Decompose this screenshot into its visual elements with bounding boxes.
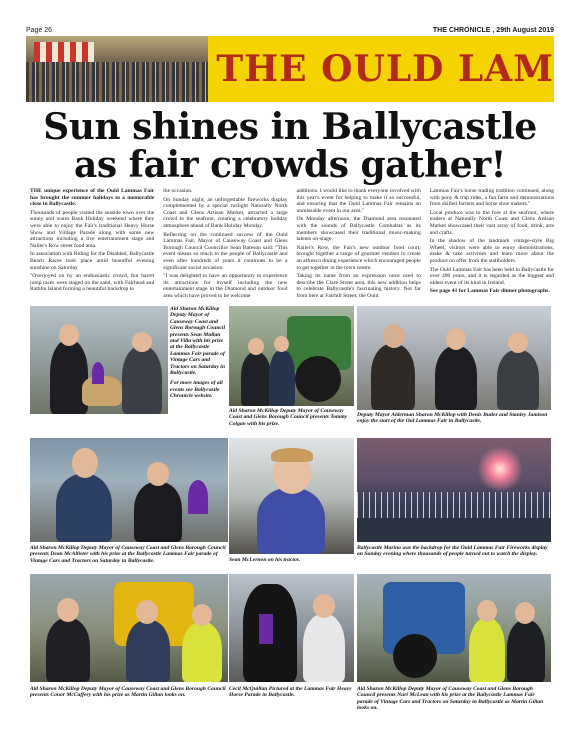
photo-boy-tractor [229,438,354,554]
photo-prize-conor [30,574,228,682]
article-paragraph: See page 41 for Lammas Fair dinner photographs. [429,288,550,295]
caption-2: Ald Sharon McKillop Deputy Mayor of Causeway Coast and Glens Borough Council presents Tommy Colgan with his prize. [229,408,348,427]
banner-crowd-photo [26,36,208,102]
article-lead: THE unique experience of the Ould Lammas Fair has brought the summer holidays to a memorable close in Ballycastle. [30,188,155,208]
article-column-4 [430,188,554,303]
caption-4: Ald Sharon McKillop Deputy Mayor of Causeway Coast and Glens Borough Council presents Dean McAllister with his prize at the Ballycastle Lammas Fair parade of Vintage Cars and Tractors on Saturday in Ballycastle. [30,545,226,564]
banner [26,36,554,102]
article-paragraph: Local produce was to the fore at the seafront, where traders at Naturally North Coast and Glens Artisan Market showcased their vast array of food, drink, arts and crafts. [429,209,554,236]
article-paragraph: "I was delighted to have an opportunity to experience its attractions for myself including the new entertainment stage in the Diamond and outdoor food area which have proved to be welcome [163,273,288,299]
photo-deputy-mayor-group [357,306,551,410]
article-body [30,188,554,303]
banner-crowd [26,62,208,102]
headline [26,108,554,184]
article-paragraph: "Overjoyed on by an enthusiastic crowd, fun barrel jump races were staged on the sand, with Fairhead and Rathlin Island forming a beautiful backdrop to [30,273,155,293]
page-number: Page 26 [26,26,53,34]
photo-prize-dog [30,306,168,414]
headline-line-1: Sun shines in Ballycastle [43,106,537,148]
caption-9: Ald Sharon McKillop Deputy Mayor of Causeway Coast and Glens Borough Council presents Nuri McLean with his prize at the Ballycastle Lammas Fair parade of Vintage Cars and Tractors on Saturday in Ballycastle as Martin Gillan looks on. [357,686,544,712]
article-paragraph: On Sunday night, an unforgettable fireworks display complemented by a special twilight Naturally North Coast and Glens Artisan Market, attracted a large crowd to the seafront, creating a celebratory holiday atmosphere ahead of Bank Holiday Monday. [163,196,288,229]
photo-prize-dean [30,438,228,542]
article-column-2 [163,188,287,303]
caption-1: Ald Sharon McKillop Deputy Mayor of Causeway Coast and Glens Borough Council presents Sean Mullan and Villa with his prize at the Ballycastle Lammas Fair parade of Vintage Cars and Tractors on Saturday in Ballycastle. For more images of all events see Ballycastle Chronicle website. [170,306,226,400]
photo-marina-fireworks [357,438,551,542]
caption-7: Ald Sharon McKillop Deputy Mayor of Causeway Coast and Glens Borough Council presents Conor McCaffery with his prize as Martin Gillan looks on. [30,686,226,699]
article-paragraph: Lammas Fair's horse trading tradition continued, along with pony & trap rides, a fun farm and demonstrations from skilled farriers and horse shoe makers." [429,188,554,208]
article-paragraph: the occasion. [163,188,193,194]
headline-line-2: as fair crowds gather! [74,144,506,186]
article-paragraph: Reflecting on the continued success of the Ould Lammas Fair, Mayor of Causeway Coast and Glens Borough Council Councillor Sean Bateson said: "This event means so much to the people of Ballycastle and even after hundreds of years it continues to be a significant social occasion. [163,231,288,271]
banner-title: THE OULD LAM [216,48,554,90]
article-paragraph: Nailer's Row, the Fair's new outdoor food court, brought together a range of gourmet vendors to create an alfresco dining experience which encouraged people to get together in the town centre. [296,244,421,271]
article-paragraph: Taking its name from an expression once used to describe the Clare Street area, this new addition helps to celebrate Ballycastle's fascinating history. Not far from here at Fairhill Street, the Ould [296,273,421,299]
page-header [26,24,554,36]
article-column-1 [30,188,154,303]
article-paragraph: In association with Riding for the Disabled, Ballycastle Beach Races took place amid beautiful evening sunshine on Saturday [30,251,155,271]
photo-tractor-green [229,306,354,406]
article-paragraph: In the shadow of the landmark vintage-style Big Wheel, visitors were able to enjoy demonstrations, make & take activities and learn more about the produce on offer from the stallholders. [429,238,554,264]
article-paragraph: Thousands of people visited the seaside town over the sunny and warm Bank Holiday weekend where they were able to enjoy the Fair's traditional Heavy Horse Show and Vintage Parade along with some new attractions including a live entertainment stage and Nailer's Row street food area. [30,209,155,249]
caption-6: Ballycastle Marina was the backdrop for the Ould Lammas Fair Fireworks display on Sunday evening where thousands of people turned out to watch the display. [357,545,548,558]
article-paragraph: On Monday afternoon, the Diamond area resonated with the sounds of Ballycastle Comhaltas as its members showcased their traditional music-making talents on-stage. [296,216,421,243]
publication-date: THE CHRONICLE , 29th August 2019 [432,26,554,34]
photo-prize-nuri [357,574,551,682]
article-column-3 [297,188,421,303]
banner-awning [34,42,94,62]
photo-heavy-horse [229,574,354,682]
article-paragraph: additions. I would like to thank everyone involved with this year's event for helping to make it so successful, and ensuring that the Ould Lammas Fair remains an unmissable event in our area." [296,188,421,214]
caption-3: Deputy Mayor Alderman Sharon McKillop with Denis Butler and Stanley Jamison enjoy the start of the Oul Lammas Fair in Ballycastle. [357,412,548,425]
caption-5: Sean McLernon on his tractor. [229,557,301,563]
article-paragraph: The Ould Lammas Fair has been held in Ballycastle for over 400 years, and it is regarded as the biggest and oldest event of its kind in Ireland. [429,266,554,286]
caption-8: Cecil McQuillan Pictured at the Lammas Fair Heavy Horse Parade in Ballycastle. [229,686,352,699]
